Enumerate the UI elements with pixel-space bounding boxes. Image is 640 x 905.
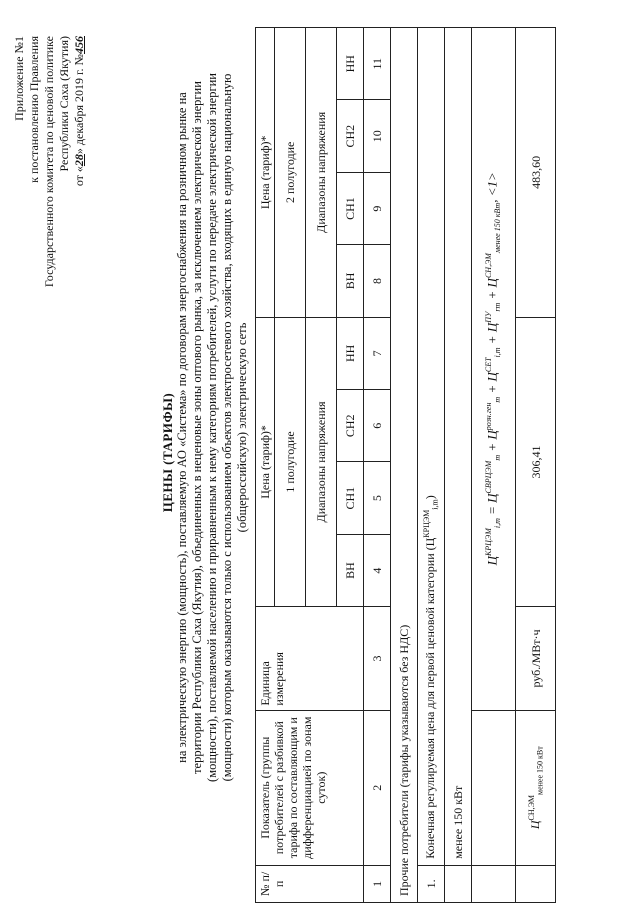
subsection-less-150: менее 150 кВт	[445, 28, 472, 866]
last-row-symbol: $Ц^{СН,ЭМ}_{менее 150 кВт}$	[516, 710, 556, 865]
column-number: 1	[364, 865, 391, 902]
appendix-line-1: Приложение №1	[12, 36, 26, 121]
voltage-label: СН2	[337, 390, 364, 462]
header-half-2: 2 полугодие	[275, 28, 306, 318]
appendix-day: 28	[72, 154, 86, 167]
column-number: 9	[364, 172, 391, 244]
column-number: 6	[364, 390, 391, 462]
appendix-line-5: от «28» декабря 2019 г. №456	[72, 36, 86, 187]
voltage-label: ВН	[337, 534, 364, 606]
header-ranges-1: Диапазоны напряжения	[306, 317, 337, 607]
column-number: 5	[364, 462, 391, 534]
column-number: 4	[364, 534, 391, 606]
voltage-label: СН1	[337, 172, 364, 244]
header-indicator: Показатель (группы потребителей с разбивкой тарифа по составляющим и дифференциацией по зонам суток)	[256, 710, 364, 865]
column-number: 10	[364, 100, 391, 172]
row1-number: 1.	[418, 865, 445, 902]
header-unit: Единица измерения	[256, 607, 364, 710]
voltage-label: СН1	[337, 462, 364, 534]
document-title: ЦЕНЫ (ТАРИФЫ)	[160, 392, 175, 513]
appendix-number: 456	[72, 36, 86, 54]
value-half-2: 483,60	[516, 28, 556, 318]
appendix-line-3: Государственного комитета по ценовой политике	[42, 36, 56, 288]
appendix-line-2: к постановлению Правления	[27, 36, 41, 183]
value-half-1: 306,41	[516, 317, 556, 607]
section-other-consumers: Прочие потребители (тарифы указываются без НДС)	[391, 28, 418, 903]
header-half-1: 1 полугодие	[275, 317, 306, 607]
voltage-label: НН	[337, 317, 364, 389]
row1-title: Конечная регулируемая цена для первой ценовой категории $(Ц^{КРЦЭМ}_{i,m})$	[418, 28, 445, 866]
header-ranges-2: Диапазоны напряжения	[306, 28, 337, 318]
column-number: 7	[364, 317, 391, 389]
appendix-line-4: Республики Саха (Якутия)	[57, 36, 71, 172]
column-number: 11	[364, 28, 391, 100]
column-number: 8	[364, 245, 391, 317]
header-num: № п/п	[256, 865, 364, 902]
last-row-unit: руб./МВт·ч	[516, 607, 556, 710]
voltage-label: НН	[337, 28, 364, 100]
column-number: 3	[364, 607, 391, 710]
voltage-label: ВН	[337, 245, 364, 317]
header-price-1: Цена (тариф)*	[256, 317, 275, 607]
column-number: 2	[364, 710, 391, 865]
tariff-table	[255, 27, 556, 903]
document-subtitle: на электрическую энергию (мощность), поставляемую АО «Система» по договорам энергоснабжения на розничном рынке на территории Республики Саха (Якутия), объединенных в неценовые зоны оптового рынка, за исключением электрической энергии (мощности), поставляемой населению и приравненным к нему категориям потребителей, услуги по передаче электрической энергии (мощности) которым оказываются только с использованием объектов электросетевого хозяйства, входящих в единую национальную (общероссийскую) электрическую сеть	[175, 73, 249, 782]
price-formula: $Ц^{КРЦЭМ}_{i,m} = Ц^{СВРЦЭМ}_m + Ц^{розн.ген}_m + Ц^{СЕТ}_{i,m} + Ц^{ПУ}_{rm} + Ц^{СН,ЭМ}_{менее 150 кВт}$, <1>	[472, 28, 516, 711]
appendix-block	[12, 36, 87, 366]
header-price-2: Цена (тариф)*	[256, 28, 275, 318]
voltage-label: СН2	[337, 100, 364, 172]
